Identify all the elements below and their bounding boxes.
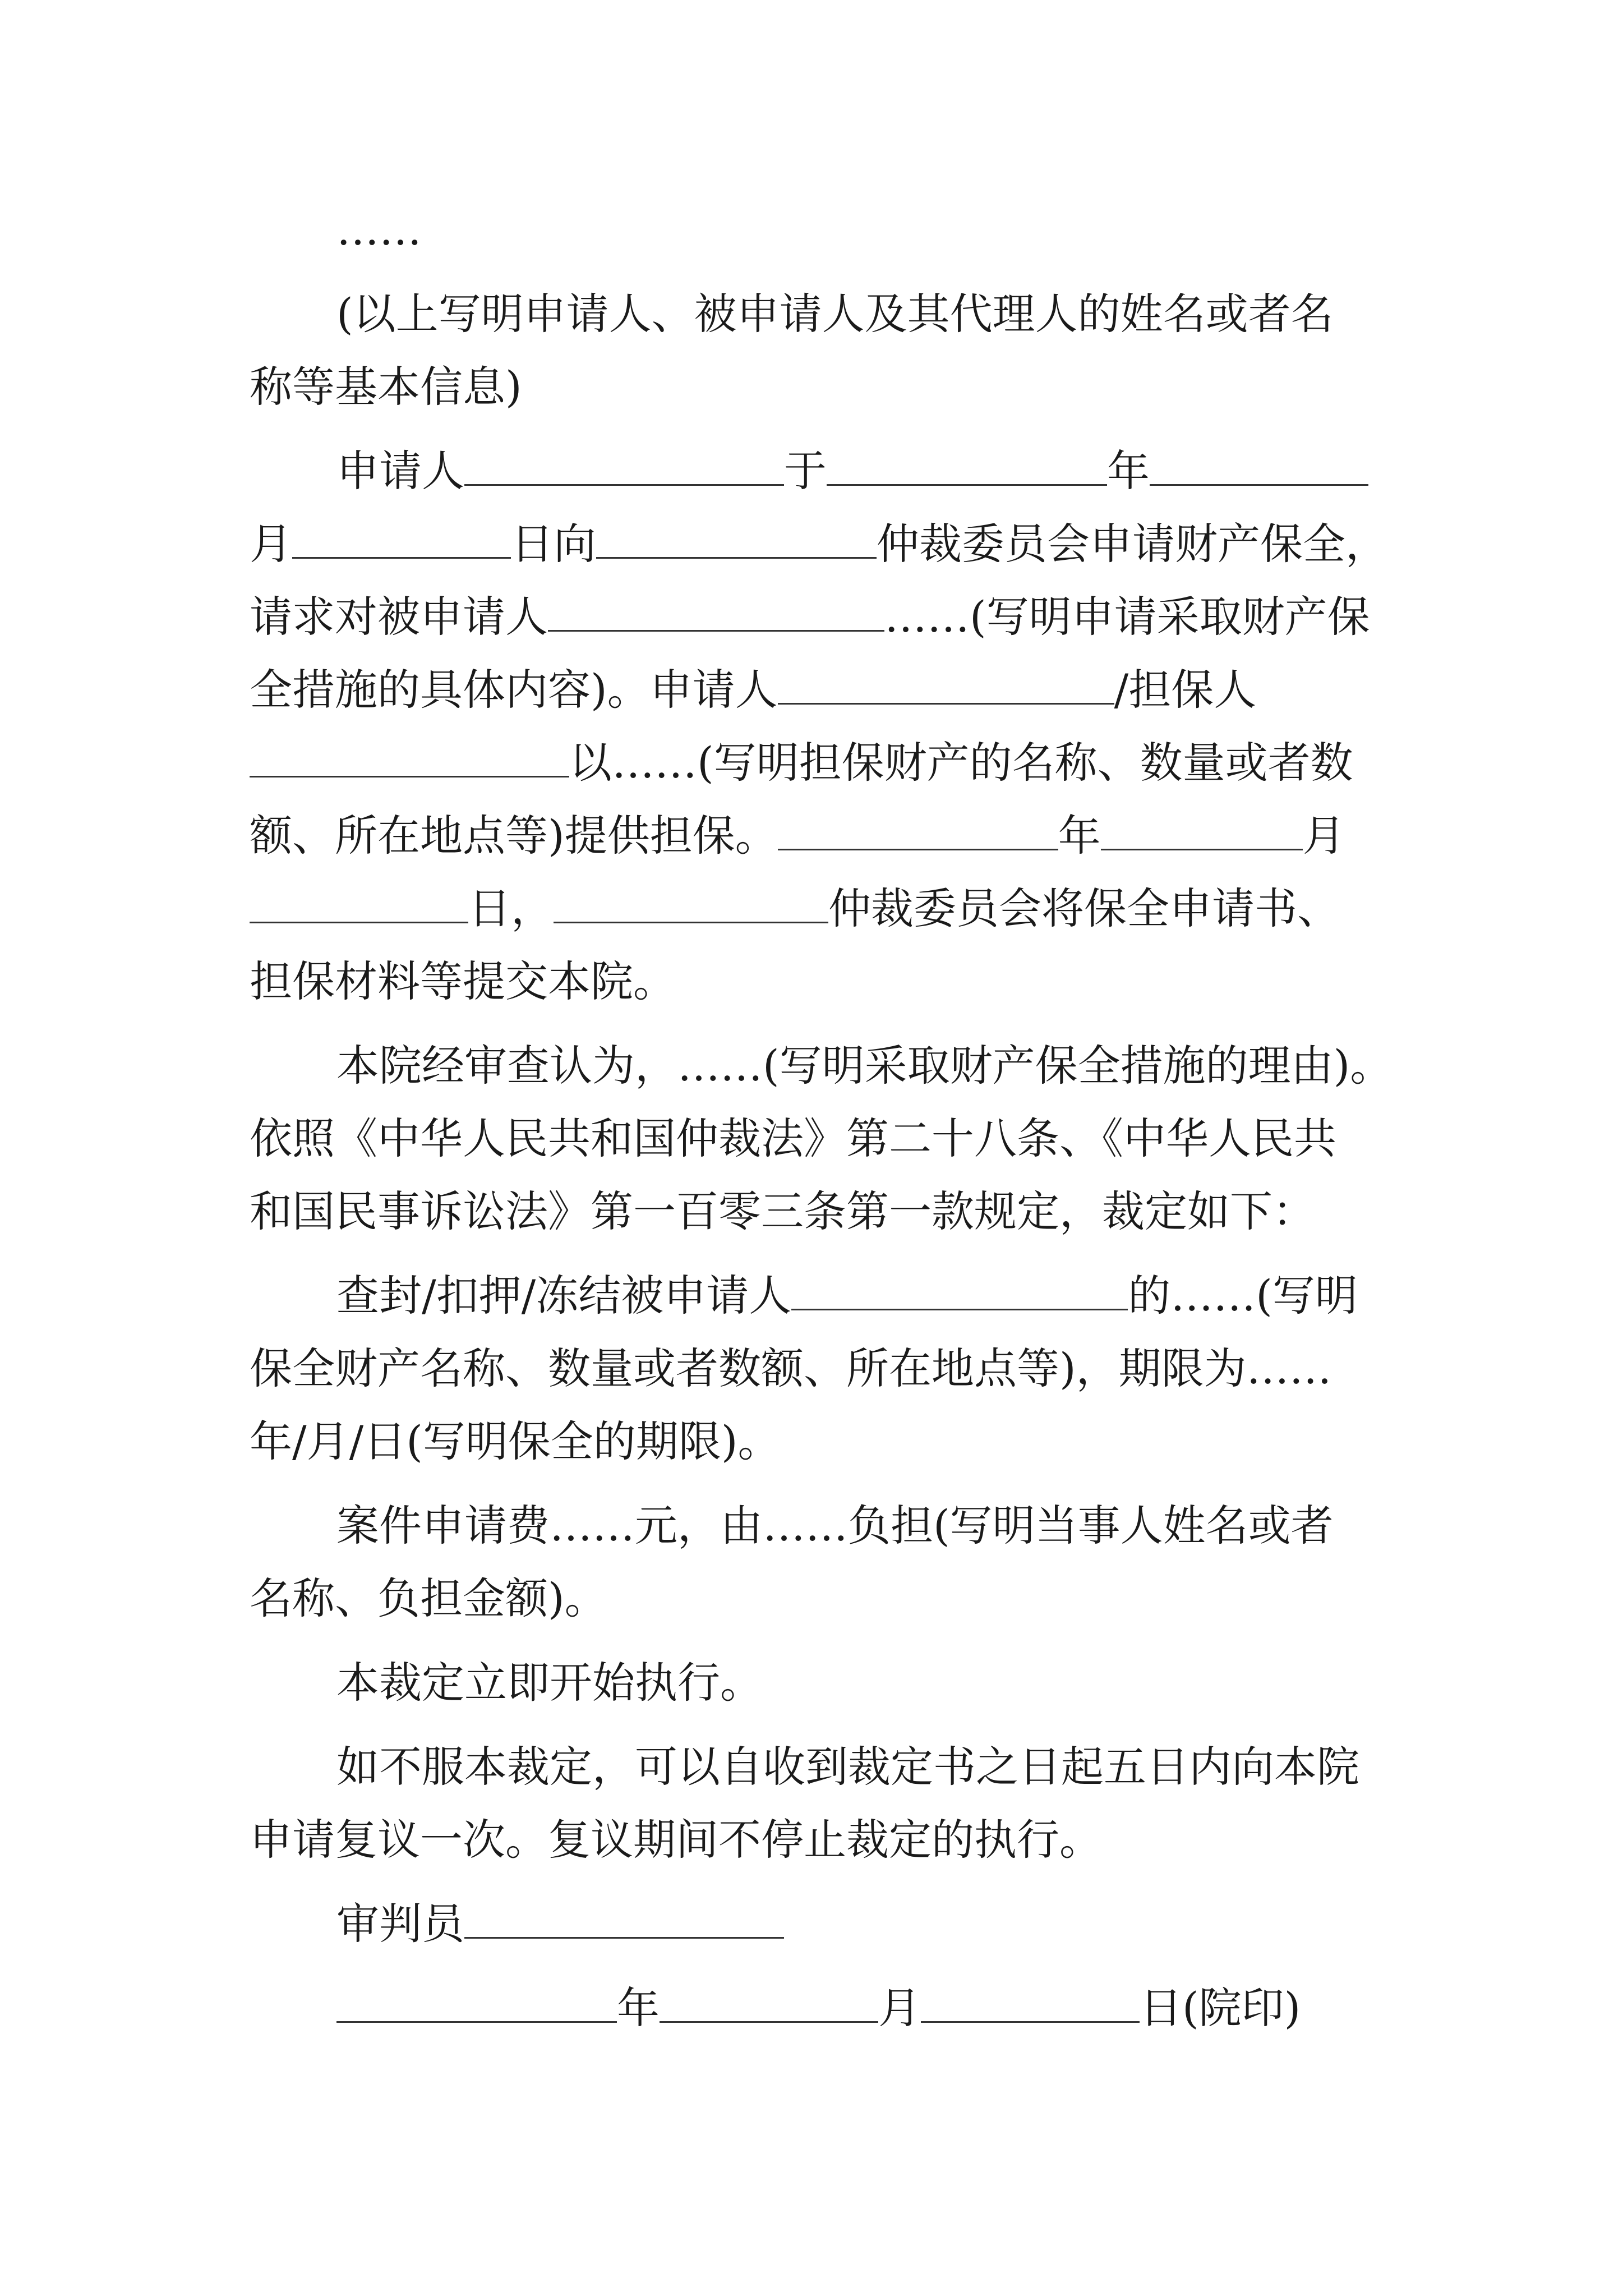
reasoning-line-3 (250, 1184, 1371, 1240)
transfer-year-blank (778, 812, 1058, 850)
transfer-month-label: 月 (1302, 811, 1345, 861)
transfer-year-label: 年 (1058, 811, 1101, 861)
party-info-note-line-2 (250, 359, 1371, 415)
party-info-note-line-1 (336, 286, 1458, 342)
ellipsis-line (336, 202, 1458, 258)
application-line-4 (250, 662, 1371, 718)
fee-line-1 (336, 1498, 1458, 1554)
application-text-5: 以……(写明担保财产的名称、数量或者数 (569, 738, 1353, 788)
application-text-8: 担保材料等提交本院。 (250, 956, 676, 1006)
judge-label: 审判员 (336, 1899, 464, 1949)
ruling-line-2 (250, 1341, 1371, 1397)
application-text-4: 全措施的具体内容)。申请人 (250, 665, 778, 715)
appeal-text-2: 申请复议一次。复议期间不停止裁定的执行。 (250, 1815, 1102, 1865)
appeal-text-1: 如不服本裁定，可以自收到裁定书之日起五日内向本院 (336, 1742, 1359, 1792)
reasoning-text-1: 本院经审查认为，……(写明采取财产保全措施的理由)。 (336, 1041, 1393, 1091)
reasoning-text-2: 依照《中华人民共和国仲裁法》第二十八条、《中华人民共 (250, 1114, 1336, 1163)
execution-line (336, 1655, 1458, 1711)
signature-date-line (336, 1980, 1458, 2036)
signature-month-blank (660, 1984, 878, 2023)
ruling-text-2: 保全财产名称、数量或者数额、所在地点等)，期限为…… (250, 1343, 1332, 1393)
judge-line (336, 1896, 1458, 1952)
arbitration-committee-blank (596, 520, 877, 559)
transfer-day-blank (250, 885, 468, 923)
reasoning-line-1 (336, 1038, 1458, 1094)
application-line-5 (250, 735, 1371, 791)
ruling-line-3 (250, 1414, 1371, 1470)
signature-day-seal-label: 日(院印) (1140, 1983, 1301, 2033)
applicant-blank (464, 447, 784, 486)
month-blank (1150, 447, 1368, 486)
application-line-6 (250, 808, 1371, 864)
month-label: 月 (250, 519, 292, 569)
execution-text: 本裁定立即开始执行。 (336, 1658, 763, 1708)
reasoning-text-3: 和国民事诉讼法》第一百零三条第一款规定，裁定如下： (250, 1186, 1315, 1236)
reasoning-line-2 (250, 1111, 1371, 1167)
application-text-7: 仲裁委员会将保全申请书、 (828, 884, 1340, 933)
year-blank (827, 447, 1107, 486)
guarantor-applicant-blank (778, 666, 1114, 705)
application-line-1 (336, 443, 1371, 499)
transfer-committee-blank (554, 885, 828, 923)
guarantor-label: /担保人 (1114, 665, 1257, 715)
appeal-line-2 (250, 1812, 1371, 1868)
ellipsis-text: …… (336, 205, 422, 255)
fee-line-2 (250, 1571, 1371, 1627)
appeal-line-1 (336, 1739, 1458, 1795)
ruling-text-3: 年/月/日(写明保全的期限)。 (250, 1416, 781, 1466)
application-line-7 (250, 881, 1371, 937)
signature-year-label: 年 (617, 1983, 660, 2033)
fee-text-1: 案件申请费……元，由……负担(写明当事人姓名或者 (336, 1501, 1334, 1550)
respondent-blank (548, 593, 884, 632)
seized-respondent-blank (791, 1272, 1128, 1310)
application-line-8 (250, 954, 1371, 1010)
ruling-text-1b: 的……(写明 (1128, 1271, 1358, 1320)
application-line-3 (250, 589, 1371, 645)
year-label: 年 (1107, 446, 1150, 496)
transfer-month-blank (1101, 812, 1303, 850)
party-info-note-text-1: (以上写明申请人、被申请人及其代理人的姓名或者名 (336, 289, 1334, 339)
guarantor-blank (250, 739, 569, 777)
respondent-request-label: 请求对被申请人 (250, 592, 548, 642)
application-line-2 (250, 516, 1388, 572)
judge-name-blank (464, 1900, 784, 1939)
application-text-3: ……(写明申请采取财产保 (884, 592, 1370, 642)
application-text-2: 仲裁委员会申请财产保全， (877, 519, 1388, 569)
transfer-day-label: 日， (468, 884, 554, 933)
signature-month-label: 月 (878, 1983, 921, 2033)
fee-text-2: 名称、负担金额)。 (250, 1573, 607, 1623)
signature-year-blank (336, 1984, 617, 2023)
application-text-6: 额、所在地点等)提供担保。 (250, 811, 778, 861)
date-prefix-label: 于 (784, 446, 827, 496)
party-info-note-text-2: 称等基本信息) (250, 362, 522, 412)
day-label: 日向 (511, 519, 596, 569)
ruling-line-1 (336, 1268, 1458, 1324)
applicant-label: 申请人 (336, 446, 464, 496)
ruling-text-1a: 查封/扣押/冻结被申请人 (336, 1271, 792, 1320)
day-blank (292, 520, 511, 559)
signature-day-blank (921, 1984, 1140, 2023)
